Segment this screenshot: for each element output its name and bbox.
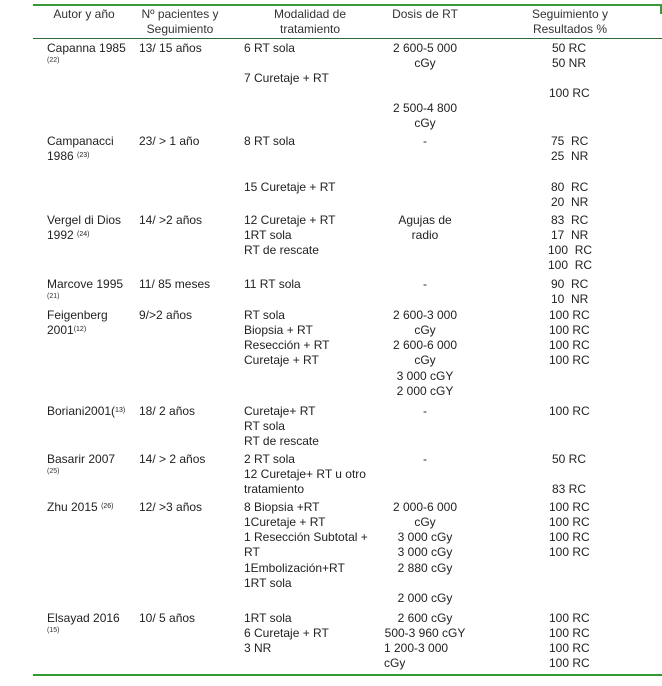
- reference-cell: (26): [101, 503, 114, 510]
- modality-line: 15 Curetaje + RT: [244, 180, 336, 194]
- modality-line: Curetaje+ RT: [244, 404, 316, 418]
- patients-cell: 10/ 5 años: [139, 611, 196, 625]
- author-cell: Vergel di Dios: [47, 213, 122, 227]
- patients-cell: 12/ >3 años: [139, 500, 203, 514]
- result-line: 80 RC: [551, 180, 589, 194]
- dose-line: cGy: [414, 56, 436, 70]
- result-line: 25 NR: [551, 149, 589, 163]
- header-dose: Dosis de RT: [392, 7, 458, 21]
- dose-line: -: [423, 134, 427, 148]
- author-year-cell: [47, 323, 86, 338]
- modality-line: Biopsia + RT: [244, 323, 313, 337]
- author-year-cell: [47, 228, 90, 243]
- author-year: 1992: [47, 228, 74, 242]
- dose-line: 3 000 cGy: [397, 530, 453, 544]
- dose-line: 2 500-4 800: [392, 101, 458, 115]
- header-modality-line2: tratamiento: [279, 22, 341, 36]
- dose-line: -: [423, 277, 427, 291]
- author-name: Zhu 2015: [47, 500, 98, 514]
- dose-line: 2 000-6 000: [392, 500, 458, 514]
- patients-cell: 14/ > 2 años: [139, 452, 206, 466]
- dose-line: Agujas de: [398, 213, 452, 227]
- dose-line: cGy: [384, 656, 406, 670]
- modality-line: RT de rescate: [244, 243, 319, 257]
- dose-line: -: [423, 404, 427, 418]
- modality-line: RT sola: [244, 308, 285, 322]
- modality-line: 2 RT sola: [244, 452, 295, 466]
- author-year-cell: [47, 149, 90, 164]
- reference-cell: (22): [47, 57, 60, 64]
- author-name: Boriani2001(: [47, 404, 116, 418]
- dose-line: 2 600-3 000: [392, 308, 458, 322]
- modality-line: 12 Curetaje+ RT u otro: [244, 467, 366, 481]
- result-line: 50 RC: [552, 452, 587, 466]
- dose-line: 2 600-6 000: [392, 338, 458, 352]
- result-line: 100 RC: [548, 243, 593, 257]
- dose-line: 2 000 cGy: [397, 591, 453, 605]
- reference-cell: (25): [47, 468, 60, 475]
- reference-cell: (21): [47, 293, 60, 300]
- patients-cell: 13/ 15 años: [139, 41, 202, 55]
- result-line: 100 RC: [549, 308, 590, 322]
- result-line: 100 RC: [549, 323, 590, 337]
- dose-line: 2 600 cGy: [397, 611, 453, 625]
- modality-line: 8 RT sola: [244, 134, 295, 148]
- result-line: 100 RC: [549, 545, 590, 559]
- patients-cell: 23/ > 1 año: [139, 134, 200, 148]
- table-top-border: [33, 4, 662, 6]
- result-line: 100 RC: [549, 611, 590, 625]
- modality-line: 1 Resección Subtotal +: [244, 530, 368, 544]
- modality-line: RT: [244, 545, 260, 559]
- modality-line: 6 Curetaje + RT: [244, 626, 329, 640]
- modality-line: 7 Curetaje + RT: [244, 71, 329, 85]
- modality-line: 3 NR: [244, 641, 272, 655]
- header-patients-line2: Seguimiento: [146, 22, 214, 36]
- result-line: 17 NR: [551, 228, 589, 242]
- result-line: 75 RC: [551, 134, 589, 148]
- dose-line: cGy: [414, 116, 436, 130]
- author-cell: [47, 404, 125, 419]
- reference-cell: (23): [77, 152, 90, 159]
- result-line: 83 RC: [552, 482, 587, 496]
- modality-line: 6 RT sola: [244, 41, 295, 55]
- author-year: 2001: [47, 323, 74, 337]
- author-year: 1986: [47, 149, 74, 163]
- header-results-line1: Seguimiento y: [531, 7, 609, 21]
- header-patients-line1: Nº pacientes y: [141, 7, 219, 21]
- result-line: 100 RC: [549, 338, 590, 352]
- modality-line: 1RT sola: [244, 611, 292, 625]
- result-line: 100 RC: [549, 530, 590, 544]
- result-line: 100 RC: [549, 626, 590, 640]
- author-cell: Marcove 1995: [47, 277, 124, 291]
- author-cell: Feigenberg: [47, 308, 108, 322]
- patients-cell: 9/>2 años: [139, 308, 193, 322]
- dose-line: cGy: [414, 353, 436, 367]
- dose-line: 2 880 cGy: [397, 561, 453, 575]
- result-line: 100 RC: [549, 656, 590, 670]
- reference-cell: (15): [47, 627, 60, 634]
- modality-line: 1RT sola: [244, 228, 292, 242]
- result-line: 100 RC: [549, 353, 590, 367]
- modality-line: 1Curetaje + RT: [244, 515, 326, 529]
- author-cell: Campanacci: [47, 134, 114, 148]
- dose-line: 3 000 cGy: [397, 545, 453, 559]
- modality-line: 12 Curetaje + RT: [244, 213, 336, 227]
- modality-line: Resección + RT: [244, 338, 330, 352]
- result-line: 100 RC: [549, 515, 590, 529]
- dose-line: 2 000 cGY: [396, 384, 454, 398]
- result-line: 100 RC: [549, 641, 590, 655]
- patients-cell: 11/ 85 meses: [139, 277, 211, 291]
- result-line: 83 RC: [551, 213, 589, 227]
- patients-cell: 14/ >2 años: [139, 213, 203, 227]
- dose-line: 1 200-3 000: [384, 641, 449, 655]
- reference-cell: 13): [115, 407, 126, 414]
- author-cell: Basarir 2007: [47, 452, 116, 466]
- result-line: 50 RC: [552, 41, 587, 55]
- dose-line: cGy: [414, 323, 436, 337]
- header-results-line2: Resultados %: [532, 22, 608, 36]
- author-cell: Elsayad 2016: [47, 611, 120, 625]
- dose-line: 3 000 cGY: [396, 369, 454, 383]
- modality-line: RT de rescate: [244, 434, 319, 448]
- result-line: 10 NR: [551, 292, 589, 306]
- patients-cell: 18/ 2 años: [139, 404, 196, 418]
- dose-line: -: [423, 452, 427, 466]
- author-cell: Capanna 1985: [47, 41, 126, 55]
- result-line: 100 RC: [549, 86, 590, 100]
- dose-line: radio: [411, 228, 439, 242]
- modality-line: Curetaje + RT: [244, 353, 319, 367]
- result-line: 50 NR: [552, 56, 587, 70]
- modality-line: tratamiento: [244, 482, 305, 496]
- modality-line: 11 RT sola: [244, 277, 301, 291]
- header-modality-line1: Modalidad de: [273, 7, 347, 21]
- result-line: 100 RC: [549, 404, 590, 418]
- result-line: 100 RC: [548, 258, 593, 272]
- result-line: 20 NR: [551, 195, 589, 209]
- dose-line: cGy: [414, 515, 436, 529]
- result-line: 100 RC: [549, 500, 590, 514]
- modality-line: 1Embolización+RT: [244, 561, 345, 575]
- reference-cell: (12): [73, 326, 87, 333]
- reference-cell: (24): [77, 231, 90, 238]
- modality-line: 8 Biopsia +RT: [244, 500, 320, 514]
- result-line: 90 RC: [551, 277, 589, 291]
- dose-line: 500-3 960 cGY: [384, 626, 466, 640]
- author-cell: [47, 500, 114, 515]
- dose-line: 2 600-5 000: [392, 41, 458, 55]
- modality-line: 1RT sola: [244, 576, 292, 590]
- modality-line: RT sola: [244, 419, 285, 433]
- header-divider: [33, 38, 662, 39]
- header-author: Autor y año: [53, 7, 115, 21]
- table-bottom-border: [33, 674, 662, 676]
